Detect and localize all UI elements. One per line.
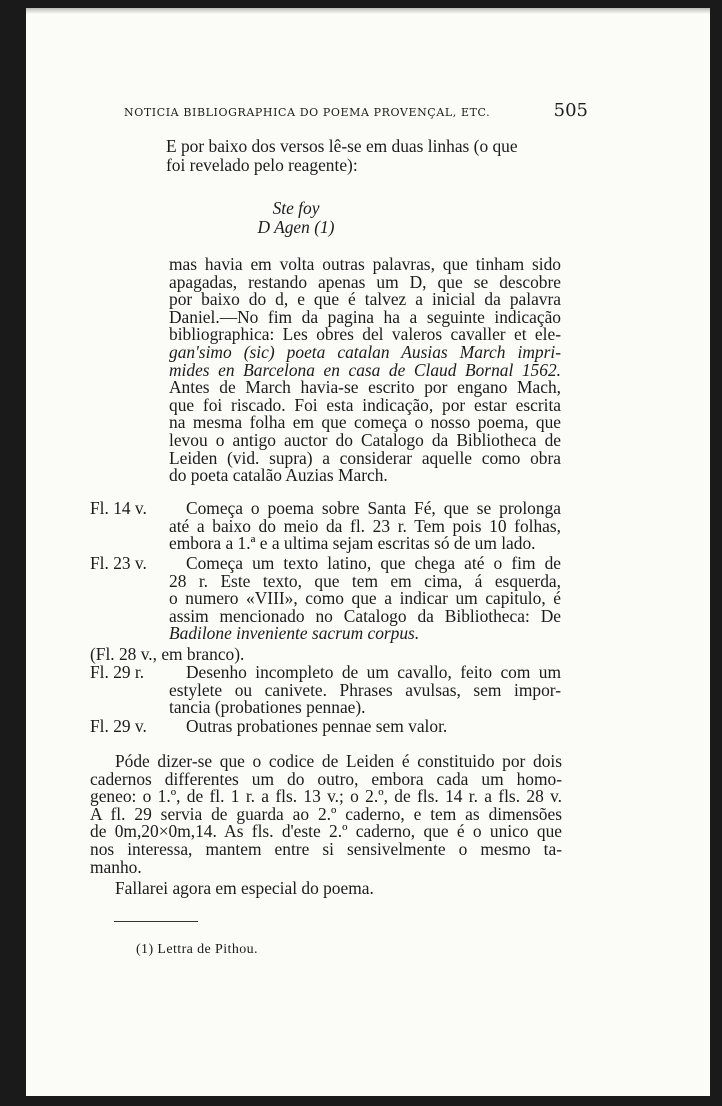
- inscription-line-2: D Agen (1): [257, 216, 335, 237]
- text-line: por baixo do d, e que é talvez a inicial da palavra: [169, 289, 561, 310]
- text-line: nos interessa, mantem entre si sensivelmente o mesmo ta-: [90, 838, 562, 859]
- text-line: 28 r. Este texto, que tem em cima, á esquerda,: [169, 570, 561, 591]
- text-line: de 0m,20×0m,14. As fls. d'este 2.º caderno, que é o unico que: [90, 821, 562, 842]
- text-line: Daniel.—No fim da pagina ha a seguinte indicação: [169, 306, 561, 327]
- text-line: até a baixo do meio da fl. 23 r. Tem pois 10 folhas,: [169, 515, 561, 536]
- paragraph-1: [169, 256, 561, 485]
- text-line: na mesma folha em que começa o nosso poema, que: [169, 412, 561, 433]
- text-line: que foi riscado. Foi esta indicação, por estar escrita: [169, 394, 561, 415]
- text-line: Fallarei agora em especial do poema.: [115, 878, 374, 898]
- text-line: Leiden (vid. supra) a considerar aquelle como obra: [169, 447, 561, 468]
- text-line: mides en Barcelona en casa de Claud Bornal 1562.: [169, 359, 561, 380]
- folio-label: Fl. 23 v.: [90, 553, 147, 573]
- text-line: Badilone inveniente sacrum corpus.: [169, 623, 420, 644]
- text-line: embora a 1.ª e a ultima sejam escritas só de um lado.: [169, 533, 536, 554]
- text-line: estylete ou canivete. Phrases avulsas, sem impor-: [169, 679, 561, 700]
- page-top-edge: [26, 8, 710, 14]
- text-line: cadernos differentes um do outro, embora cada um homo-: [90, 768, 562, 789]
- text-line: Começa um texto latino, que chega até o fim de: [186, 553, 561, 573]
- header-title: NOTICIA BIBLIOGRAPHICA DO POEMA PROVENÇAL, ETC.: [124, 106, 491, 119]
- text-line: E por baixo dos versos lê-se em duas linhas (o que: [166, 136, 518, 156]
- folio-label: Fl. 29 r.: [90, 662, 145, 682]
- text-line: foi revelado pelo reagente):: [166, 154, 358, 175]
- folio-label: Fl. 29 v.: [90, 716, 147, 736]
- text-line: assim mencionado no Catalogo da Bibliotheca: De: [169, 605, 561, 626]
- folio-entry: [169, 500, 561, 553]
- text-line: apagadas, restando apenas um D, que se descobre: [169, 271, 561, 292]
- paragraph-2: [90, 753, 562, 876]
- inscription: [236, 200, 356, 236]
- text-line: A fl. 29 servia de guarda ao 2.º caderno, e tem as dimensões: [90, 803, 562, 824]
- page-number: 505: [553, 100, 588, 121]
- folio-label: (Fl. 28 v., em branco).: [90, 644, 245, 664]
- paragraph-3: [115, 880, 555, 898]
- text-line: geneo: o 1.º, de fl. 1 r. a fls. 13 v.; o 2.º, de fls. 14 r. a fls. 28 v.: [90, 786, 562, 807]
- folio-entry: [169, 555, 561, 643]
- text-line: o numero «VIII», como que a indicar um capitulo, é: [169, 588, 561, 609]
- footnote-rule: [114, 921, 198, 922]
- text-line: Começa o poema sobre Santa Fé, que se prolonga: [186, 498, 561, 518]
- text-line: Outras probationes pennae sem valor.: [186, 716, 448, 736]
- text-line: tancia (probationes pennae).: [169, 697, 366, 718]
- folio-entry: [169, 664, 561, 717]
- text-line: mas havia em volta outras palavras, que tinham sido: [169, 254, 561, 274]
- text-line: Póde dizer-se que o codice de Leiden é constituido por dois: [115, 751, 562, 771]
- text-line: do poeta catalão Auzias March.: [169, 465, 388, 486]
- footnote: (1) Lettra de Pithou.: [136, 942, 258, 957]
- text-line: bibliographica: Les obres del valeros cavaller et ele-: [169, 324, 561, 345]
- text-line: manho.: [90, 856, 142, 877]
- text-line: gan'simo (sic) poeta catalan Ausias March impri-: [169, 341, 561, 362]
- inscription-line-1: Ste foy: [272, 198, 320, 218]
- text-line: Antes de March havia-se escrito por engano Mach,: [169, 377, 561, 398]
- text-line: levou o antigo auctor do Catalogo da Bibliotheca de: [169, 429, 561, 450]
- intro-paragraph: [166, 138, 560, 174]
- book-page: [26, 8, 710, 1096]
- folio-label: Fl. 14 v.: [90, 498, 147, 518]
- text-line: Desenho incompleto de um cavallo, feito com um: [186, 662, 561, 682]
- folio-entry: [169, 718, 561, 736]
